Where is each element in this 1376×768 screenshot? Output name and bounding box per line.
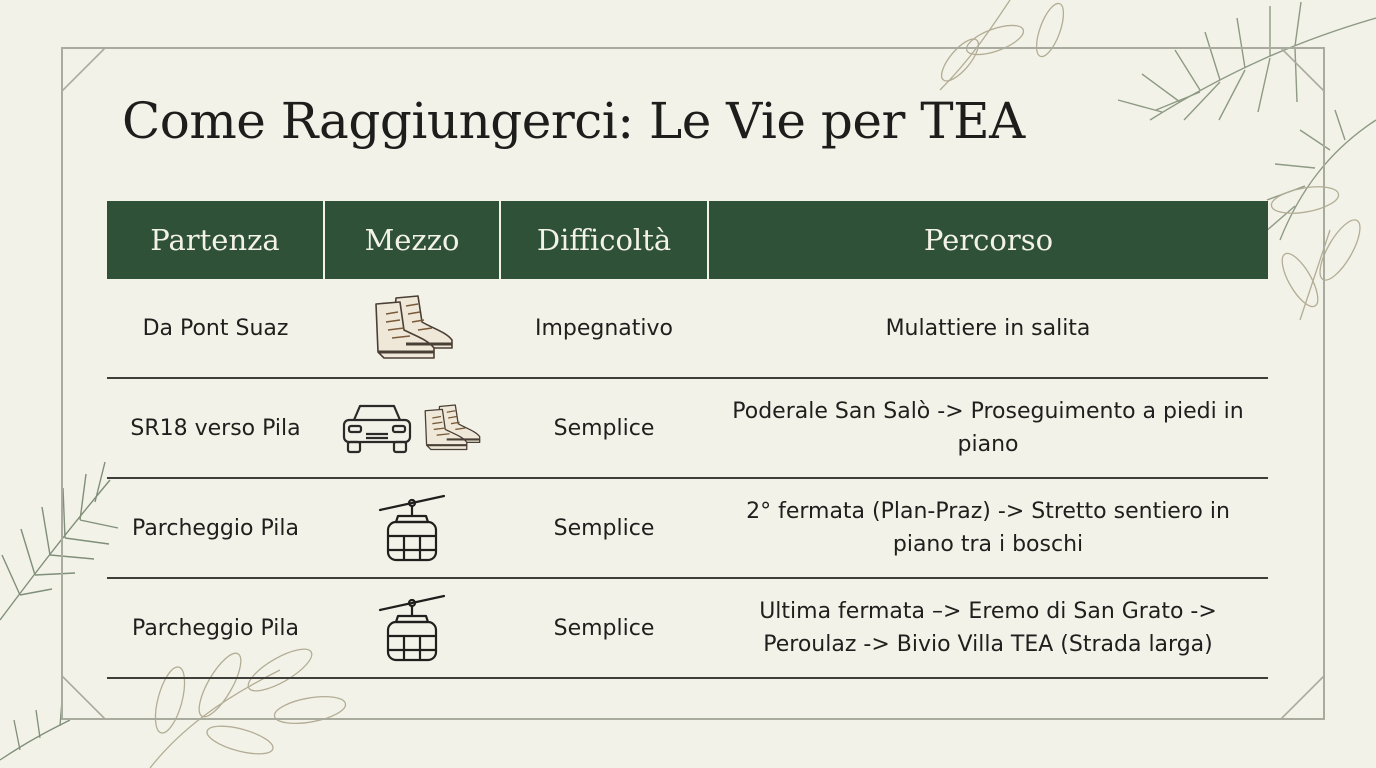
cell-mezzo [324, 478, 500, 578]
cell-partenza: Da Pont Suaz [107, 279, 324, 378]
cell-mezzo [324, 378, 500, 478]
table-row [107, 478, 1268, 578]
cell-partenza: Parcheggio Pila [107, 578, 324, 678]
routes-table [107, 201, 1268, 679]
header-mezzo: Mezzo [324, 201, 500, 279]
page-title: Come Raggiungerci: Le Vie per TEA [122, 92, 1025, 150]
cell-mezzo [324, 279, 500, 378]
gondola-lift-icon [376, 592, 448, 664]
cell-percorso: Poderale San Salò -> Proseguimento a piedi in piano [708, 378, 1268, 478]
cell-difficolta: Semplice [500, 578, 708, 678]
table-header-row [107, 201, 1268, 279]
header-percorso: Percorso [708, 201, 1268, 279]
cell-difficolta: Semplice [500, 378, 708, 478]
table-row [107, 578, 1268, 678]
cell-percorso: Ultima fermata –> Eremo di San Grato -> Peroulaz -> Bivio Villa TEA (Strada larga) [708, 578, 1268, 678]
hiking-boots-icon [366, 292, 458, 364]
cell-percorso: 2° fermata (Plan-Praz) -> Stretto sentiero in piano tra i boschi [708, 478, 1268, 578]
cell-percorso: Mulattiere in salita [708, 279, 1268, 378]
gondola-lift-icon [376, 492, 448, 564]
car-icon [340, 400, 414, 456]
table-row [107, 378, 1268, 478]
cell-partenza: SR18 verso Pila [107, 378, 324, 478]
table-row [107, 279, 1268, 378]
cell-difficolta: Impegnativo [500, 279, 708, 378]
cell-partenza: Parcheggio Pila [107, 478, 324, 578]
header-partenza: Partenza [107, 201, 324, 279]
hiking-boots-icon [418, 401, 484, 455]
cell-mezzo [324, 578, 500, 678]
header-difficolta: Difficoltà [500, 201, 708, 279]
cell-difficolta: Semplice [500, 478, 708, 578]
